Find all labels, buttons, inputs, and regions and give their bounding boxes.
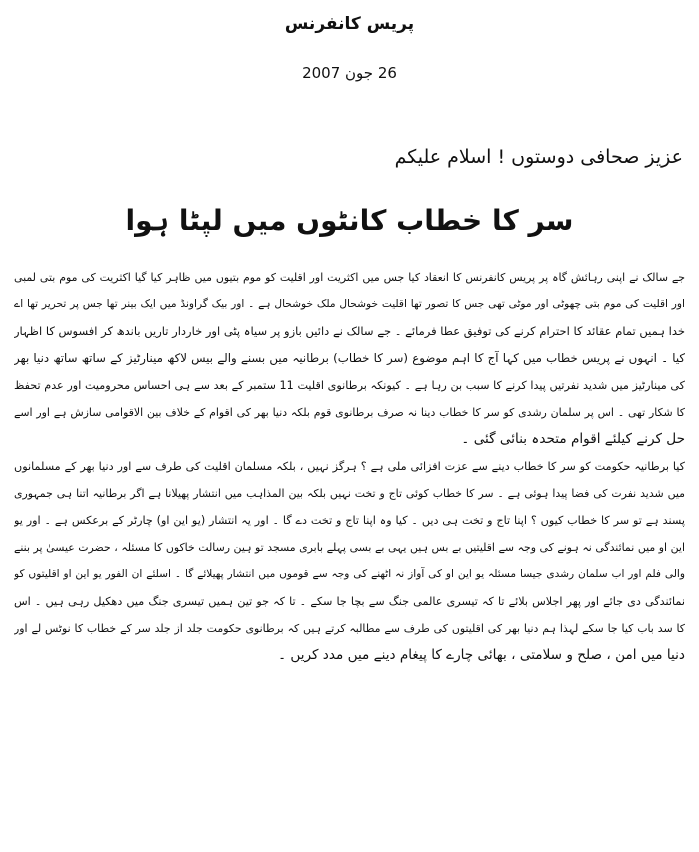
body-line: میں شدید نفرت کی فضا پیدا ہوئی ہے ۔ سر کا خطاب کوئی تاج و تخت نہیں بلکہ بین المذاہب میں انتشار پھیلانا ہے اگر برطانیہ اتنا ہی جمہوری xyxy=(14,487,685,500)
body-line: دنیا میں امن ، صلح و سلامتی ، بھائی چارے کا پیغام دینے میں مدد کریں ۔ xyxy=(278,647,685,663)
body-line: پسند ہے تو سر کا خطاب کیوں ؟ اپنا تاج و تخت ہی دیں ۔ کیا وہ اپنا تاج و تخت دے گا ۔ اور یہ انتشار (یو این او) چارٹر کے برعکس ہے ۔ اور یو xyxy=(14,514,685,527)
body-line: کیا ۔ انہوں نے پریس خطاب میں کہا آج کا اہم موضوع (سر کا خطاب) برطانیہ میں بسنے والے بیس لاکھ مینارٹیز کے ساتھ ساتھ دنیا بھر xyxy=(14,351,685,365)
body-line: کیا برطانیہ حکومت کو سر کا خطاب دینے سے عزت افزائی ملی ہے ؟ ہرگز نہیں ، بلکہ مسلمان اقلیت کی طرف سے اور دنیا بھر کے مسلمانوں xyxy=(14,460,685,473)
document-heading: پریس کانفرنس xyxy=(284,14,415,34)
body-line: اور اقلیت کی موم بتی چھوٹی اور موٹی تھی جس کا تصور تھا اقلیت خوشحال ملک خوشحال ہے ۔ اور بیک گراونڈ میں ایک بینر تھا جس پر تحریر تھا اے xyxy=(14,298,685,310)
body-line: نمائندگی دی جائے اور پھر اجلاس بلائے تا کہ تیسری عالمی جنگ سے بچا جا سکے ۔ تا کہ جو تین ہمیں تیسری جنگ میں دھکیل رہی ہیں ۔ اس xyxy=(14,595,685,608)
body-line: کا شکار تھی ۔ اس پر سلمان رشدی کو سر کا خطاب دینا نہ صرف برطانوی قوم بلکہ دنیا بھر کی اقوام کے خلاف بین الاقوامی سازش ہے اور اسے xyxy=(14,406,685,419)
body-text xyxy=(14,264,685,669)
body-line: خدا ہمیں تمام عقائد کا احترام کرنے کی توفیق عطا فرمائے ۔ جے سالک نے دائیں بازو پر سیاہ پٹی اور خاردار تاریں باندھ کر افسوس کا اظہار xyxy=(14,324,685,338)
body-line: کا سد باب کیا جا سکے لہذا ہم دنیا بھر کی اقلیتوں کی طرف سے مطالبہ کرتے ہیں کہ برطانوی حکومت جلد از جلد سر کے خطاب کا نوٹس لے اور xyxy=(14,622,685,635)
document-date: 26 جون 2007 xyxy=(302,64,397,82)
document-title: سر کا خطاب کانٹوں میں لپٹا ہوا xyxy=(125,204,574,237)
body-line: کی مینارٹیز میں شدید نفرتیں پیدا کرنے کا سبب بن رہا ہے ۔ کیونکہ برطانوی اقلیت 11 ستمبر کے بعد سے ہی احساس محرومیت اور عدم تحفظ xyxy=(14,379,685,392)
body-line: این او میں نمائندگی نہ ہونے کی وجہ سے اقلیتیں بے بس ہیں یہی بے بسی پہلے بابری مسجد تو ہین رسالت خاکوں کا مسئلہ ، حضرت عیسیٰ پر بننے xyxy=(14,541,685,554)
body-line: جے سالک نے اپنی رہائش گاہ پر پریس کانفرنس کا انعقاد کیا جس میں اکثریت اور اقلیت کو موم بتیوں میں ظاہر کیا گیا اکثریت کی موم بتی لمبی xyxy=(14,271,685,284)
body-line: والی فلم اور اب سلمان رشدی جیسا مسئلہ یو این او کی آواز نہ اٹھنے کی وجہ سے قوموں میں انتشار پھیلائے گا ۔ اسلئے ان الفور یو این او اقلیتوں کو xyxy=(14,568,685,580)
greeting-line: عزیز صحافی دوستوں ! اسلام علیکم xyxy=(394,146,683,168)
body-line: حل کرنے کیلئے اقوام متحدہ بنائی گئی ۔ xyxy=(461,431,685,447)
